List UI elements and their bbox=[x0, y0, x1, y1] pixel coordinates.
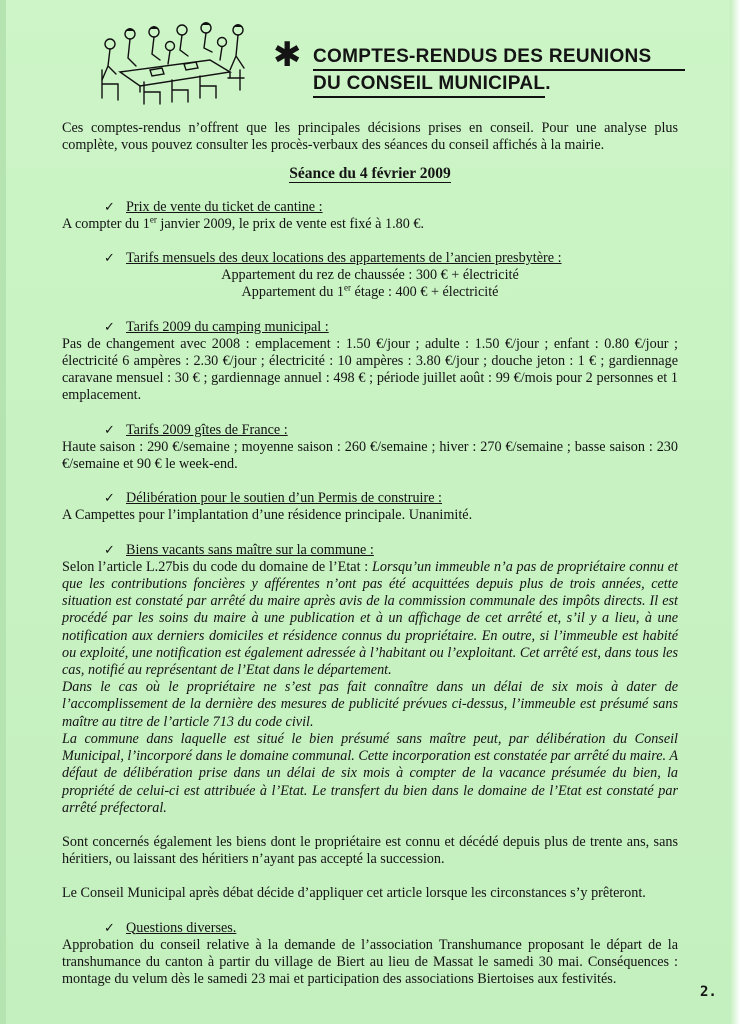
page-right-edge bbox=[730, 0, 740, 1024]
section-text: A Campettes pour l’implantation d’une résidence principale. Unanimité. bbox=[62, 507, 473, 524]
seance-heading bbox=[62, 165, 678, 182]
title-line-2: DU CONSEIL MUNICIPAL bbox=[313, 71, 545, 98]
heading-text: Prix de vente du ticket de cantine : bbox=[126, 198, 323, 215]
checkmark-icon: ✓ bbox=[104, 422, 115, 438]
article-reference: Selon l’article L.27bis du code du domaine de l’Etat : bbox=[62, 558, 373, 575]
checkmark-icon: ✓ bbox=[104, 199, 115, 215]
heading-text: Tarifs 2009 gîtes de France : bbox=[126, 421, 288, 438]
council-meeting-illustration bbox=[100, 20, 252, 106]
section-permis bbox=[62, 490, 678, 524]
page-title bbox=[313, 44, 685, 98]
seance-date: Séance du 4 février 2009 bbox=[289, 165, 451, 183]
text-part: A compter du 1 bbox=[62, 215, 150, 232]
page-number: 2. bbox=[700, 984, 717, 1000]
section-locations bbox=[62, 250, 678, 302]
section-camping bbox=[62, 319, 678, 405]
quoted-article: Lorsqu’un immeuble n’a pas de propriétaire connu et que les contributions foncières y afférentes n’ont pas été acquittées depuis plus de trois années, cette situation est constaté par arrêté du maire après avis de la commission communale des impôts directs. Il est procédé par les soins du maire à une publication et à un affichage de cet arrêté et, s’il y a lieu, à une notification aux derniers domiciles et résidence connus du propriétaire. En outre, si l’immeuble est habité ou exploité, une notification est également adressée à l’habitant ou l’exploitant. Cet arrêté est, dans tous les cas, notifié au représentant de l’Etat dans le département. bbox=[62, 558, 678, 679]
section-text: Approbation du conseil relative à la demande de l’association Transhumance proposant le départ de la transhumance du canton à partir du village de Biert au lieu de Massat le samedi 30 mai. Conséquences : montage du velum dès le samedi 23 mai et participation des associations Biertoises aux festivités. bbox=[62, 936, 678, 988]
checkmark-icon: ✓ bbox=[104, 920, 115, 936]
quoted-article: La commune dans laquelle est situé le bien présumé sans maître peut, par délibération du Conseil Municipal, l’incorporé dans le domaine communal. Cette incorporation est constatée par arrêté du maire. A défaut de délibération prise dans un délai de six mois à compter de la vacance présumée du bien, la propriété de celui-ci est attribuée à l’Etat. Le transfert du bien dans le domaine de l’Etat est constaté par arrêté préfectoral. bbox=[62, 730, 678, 816]
section-heading bbox=[62, 422, 678, 439]
superscript: er bbox=[343, 282, 351, 293]
section-heading bbox=[62, 319, 678, 336]
quoted-article: Dans le cas où le propriétaire ne s’est pas fait connaître dans un délai de six mois à dater de l’accomplissement de la dernière des mesures de publicité prévues ci-dessus, l’immeuble est présumé sans maître au titre de l’article 713 du code civil. bbox=[62, 679, 678, 730]
heading-text: Biens vacants sans maître sur la commune : bbox=[126, 541, 374, 558]
text-part: Appartement du 1 bbox=[241, 284, 344, 301]
text-part: étage : 400 € + électricité bbox=[350, 284, 499, 301]
intro-paragraph: Ces comptes-rendus n’offrent que les principales décisions prises en conseil. Pour une analyse plus complète, vous pouvez consulter les procès-verbaux des séances du conseil affichés à la mairie. bbox=[62, 120, 678, 154]
section-text bbox=[62, 216, 678, 233]
superscript: er bbox=[149, 214, 157, 225]
section-text: Le Conseil Municipal après débat décide d’appliquer cet article lorsque les circonstances s’y prêteront. bbox=[62, 885, 646, 902]
heading-text: Tarifs mensuels des deux locations des appartements de l’ancien presbytère : bbox=[126, 250, 562, 267]
checkmark-icon: ✓ bbox=[104, 542, 115, 558]
checkmark-icon: ✓ bbox=[104, 491, 115, 507]
section-text: Sont concernés également les biens dont le propriétaire est connu et décédé depuis plus de trente ans, sans héritiers, ou laissant des héritiers n’ayant pas accepté la succession. bbox=[62, 833, 678, 868]
text-part: janvier 2009, le prix de vente est fixé à 1.80 €. bbox=[156, 215, 424, 232]
section-cantine bbox=[62, 199, 678, 233]
section-heading bbox=[62, 490, 678, 507]
section-text: Haute saison : 290 €/semaine ; moyenne saison : 260 €/semaine ; hiver : 270 €/semaine ; basse saison : 230 €/semaine et 90 € le week-end. bbox=[62, 438, 678, 473]
section-text: Pas de changement avec 2008 : emplacement : 1.50 €/jour ; adulte : 1.50 €/jour ; enfant : 0.80 €/jour ; électricité 6 ampères : 2.30 €/jour ; électricité : 10 ampères : 3.80 €/jour ; douche jeton : 1 € ; gardiennage caravane mensuel : 30 € ; gardiennage annuel : 498 € ; période juillet août : 99 €/mois pour 2 personnes et 1 emplacement. bbox=[62, 335, 678, 404]
page-left-edge bbox=[0, 0, 6, 1024]
heading-text: Délibération pour le soutien d’un Permis de construire : bbox=[126, 490, 442, 507]
section-questions-diverses bbox=[62, 920, 678, 989]
location-line bbox=[62, 284, 678, 301]
heading-text: Tarifs 2009 du camping municipal : bbox=[126, 318, 329, 335]
checkmark-icon: ✓ bbox=[104, 319, 115, 335]
location-line: Appartement du rez de chaussée : 300 € + électricité bbox=[221, 267, 519, 284]
section-gites bbox=[62, 422, 678, 474]
quoted-article-paragraph bbox=[62, 679, 678, 731]
checkmark-icon: ✓ bbox=[104, 251, 115, 267]
document-body bbox=[62, 120, 678, 988]
section-heading bbox=[62, 250, 678, 267]
title-line-1: COMPTES-RENDUS DES REUNIONS bbox=[313, 44, 685, 71]
asterisk-icon: ✱ bbox=[273, 35, 302, 75]
heading-text: Questions diverses. bbox=[126, 919, 237, 936]
section-text bbox=[62, 559, 678, 679]
title-dot: . bbox=[545, 73, 551, 94]
section-heading bbox=[62, 542, 678, 559]
section-biens-vacants bbox=[62, 542, 678, 903]
section-heading bbox=[62, 920, 678, 937]
quoted-article-paragraph bbox=[62, 731, 678, 817]
